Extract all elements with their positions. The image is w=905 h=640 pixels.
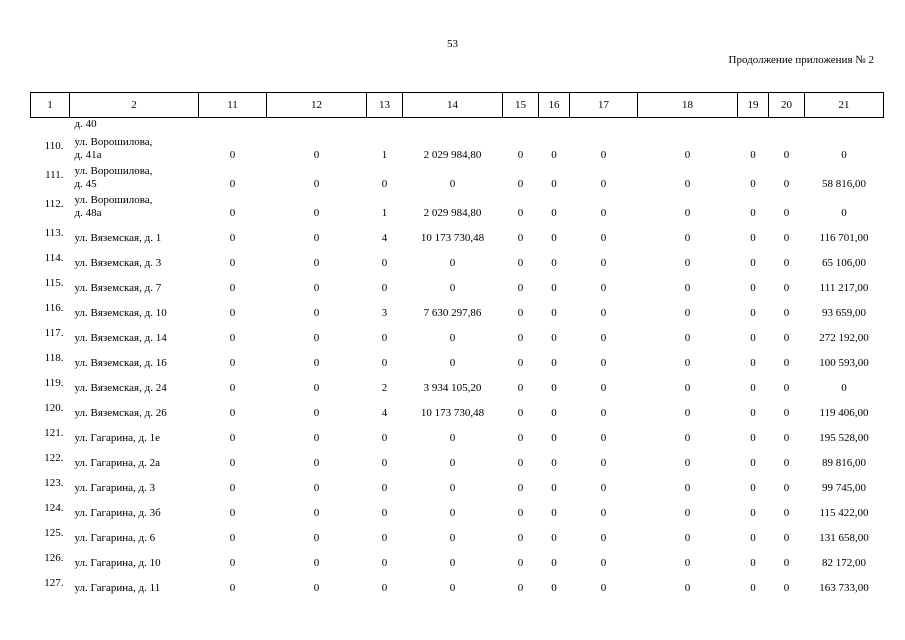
address-line: ул. Вяземская, д. 1 <box>74 231 162 244</box>
table-row <box>31 136 884 165</box>
value-cell: 0 <box>517 381 524 394</box>
value-cell: 0 <box>517 456 524 469</box>
value-cell: 0 <box>600 381 607 394</box>
value-cell: 0 <box>684 256 691 269</box>
value-cell: 0 <box>313 148 320 161</box>
row-number: 126. <box>44 551 64 564</box>
value-cell: 0 <box>517 281 524 294</box>
header-row <box>31 93 884 118</box>
value-cell: 0 <box>684 506 691 519</box>
value-cell: 0 <box>600 456 607 469</box>
address-cell <box>70 423 199 448</box>
address-line: ул. Гагарина, д. 2а <box>74 456 161 469</box>
value-cell: 0 <box>449 556 456 569</box>
value-cell: 0 <box>551 531 557 544</box>
value-cell: 0 <box>750 381 756 394</box>
value-cell: 0 <box>313 381 320 394</box>
value-cell: 0 <box>381 256 388 269</box>
value-cell: 0 <box>313 431 320 444</box>
value-cell: 0 <box>381 281 388 294</box>
row-number: 119. <box>44 376 64 389</box>
row-number: 115. <box>44 276 64 289</box>
value-cell: 0 <box>783 331 790 344</box>
value-cell: 0 <box>600 531 607 544</box>
row-number: 117. <box>44 326 64 339</box>
value-cell: 0 <box>600 506 607 519</box>
table-row <box>31 248 884 273</box>
value-cell: 0 <box>783 356 790 369</box>
value-cell: 0 <box>783 256 790 269</box>
value-cell: 0 <box>313 331 320 344</box>
value-cell: 0 <box>551 431 557 444</box>
value-cell: 0 <box>600 231 607 244</box>
value-cell: 4 <box>381 406 388 419</box>
table-row <box>31 398 884 423</box>
value-cell: 116 701,00 <box>819 231 869 244</box>
value-cell: 0 <box>600 177 607 190</box>
value-cell: 0 <box>551 256 557 269</box>
address-line: ул. Вяземская, д. 24 <box>74 381 167 394</box>
value-cell: 163 733,00 <box>819 581 869 594</box>
address-line: ул. Гагарина, д. 1е <box>74 431 161 444</box>
address-cell <box>70 248 199 273</box>
value-cell: 0 <box>313 256 320 269</box>
value-cell: 0 <box>381 506 388 519</box>
address-cell <box>70 448 199 473</box>
value-cell: 195 528,00 <box>819 431 869 444</box>
row-number: 110. <box>44 139 64 152</box>
table-row <box>31 523 884 548</box>
value-cell: 0 <box>783 148 790 161</box>
value-cell: 0 <box>229 381 236 394</box>
value-cell: 0 <box>600 556 607 569</box>
row-number: 116. <box>44 301 64 314</box>
value-cell: 0 <box>684 556 691 569</box>
value-cell: 0 <box>600 256 607 269</box>
value-cell: 0 <box>313 281 320 294</box>
value-cell: 0 <box>684 431 691 444</box>
address-cell <box>70 373 199 398</box>
value-cell: 0 <box>783 431 790 444</box>
table-row <box>31 298 884 323</box>
value-cell: 0 <box>750 281 756 294</box>
value-cell: 0 <box>381 431 388 444</box>
value-cell: 0 <box>841 148 847 161</box>
value-cell: 111 217,00 <box>819 281 869 294</box>
value-cell: 0 <box>517 148 524 161</box>
value-cell: 0 <box>750 331 756 344</box>
value-cell: 0 <box>600 431 607 444</box>
address-cell <box>70 136 199 165</box>
table-row <box>31 573 884 598</box>
value-cell: 0 <box>783 456 790 469</box>
value-cell: 0 <box>313 306 320 319</box>
value-cell: 99 745,00 <box>822 481 866 494</box>
table-row <box>31 273 884 298</box>
value-cell: 0 <box>783 406 790 419</box>
value-cell: 0 <box>313 581 320 594</box>
address-line: ул. Гагарина, д. 10 <box>74 556 161 569</box>
value-cell: 0 <box>551 148 557 161</box>
value-cell: 0 <box>750 556 756 569</box>
value-cell: 0 <box>684 231 691 244</box>
value-cell: 4 <box>381 231 388 244</box>
continuation-row <box>31 118 884 136</box>
table-row <box>31 348 884 373</box>
value-cell: 0 <box>750 206 756 219</box>
column-header: 20 <box>769 93 805 118</box>
value-cell: 7 630 297,86 <box>423 306 482 319</box>
value-cell: 0 <box>313 206 320 219</box>
value-cell: 0 <box>684 456 691 469</box>
value-cell: 0 <box>750 306 756 319</box>
value-cell: 0 <box>449 281 456 294</box>
address-line: ул. Гагарина, д. 3 <box>74 481 156 494</box>
value-cell: 0 <box>600 406 607 419</box>
value-cell: 0 <box>313 356 320 369</box>
value-cell: 119 406,00 <box>819 406 869 419</box>
value-cell: 65 106,00 <box>822 256 866 269</box>
value-cell: 0 <box>551 456 557 469</box>
address-cell <box>70 323 199 348</box>
value-cell: 0 <box>517 331 524 344</box>
table-row <box>31 473 884 498</box>
value-cell: 0 <box>517 431 524 444</box>
value-cell: 0 <box>684 481 691 494</box>
value-cell: 0 <box>600 356 607 369</box>
value-cell: 0 <box>783 281 790 294</box>
value-cell: 0 <box>551 506 557 519</box>
value-cell: 0 <box>517 556 524 569</box>
value-cell: 0 <box>229 406 236 419</box>
value-cell: 0 <box>381 581 388 594</box>
address-line: ул. Вяземская, д. 14 <box>74 331 167 344</box>
value-cell: 0 <box>381 556 388 569</box>
value-cell: 2 029 984,80 <box>423 206 482 219</box>
page-number: 53 <box>447 38 458 50</box>
column-header: 13 <box>367 93 403 118</box>
address-line: ул. Вяземская, д. 7 <box>74 281 162 294</box>
value-cell: 0 <box>841 206 847 219</box>
value-cell: 0 <box>551 306 557 319</box>
value-cell: 0 <box>783 177 790 190</box>
value-cell: 93 659,00 <box>822 306 866 319</box>
address-line: д. 48а <box>74 206 102 219</box>
value-cell: 0 <box>313 531 320 544</box>
value-cell: 0 <box>449 481 456 494</box>
value-cell: 0 <box>449 456 456 469</box>
row-number: 123. <box>44 476 64 489</box>
value-cell: 0 <box>600 148 607 161</box>
address-line: ул. Вяземская, д. 3 <box>74 256 162 269</box>
column-header: 11 <box>199 93 267 118</box>
column-header: 19 <box>738 93 769 118</box>
value-cell: 0 <box>229 556 236 569</box>
address-cell <box>70 498 199 523</box>
value-cell: 0 <box>313 406 320 419</box>
row-number: 122. <box>44 451 64 464</box>
address-line: ул. Гагарина, д. 11 <box>74 581 161 594</box>
value-cell: 0 <box>600 481 607 494</box>
address-line: ул. Гагарина, д. 3б <box>74 506 161 519</box>
value-cell: 0 <box>750 456 756 469</box>
address-cell <box>70 473 199 498</box>
address-line: д. 41а <box>74 148 102 161</box>
value-cell: 0 <box>750 256 756 269</box>
value-cell: 0 <box>517 406 524 419</box>
row-number: 124. <box>44 501 64 514</box>
value-cell: 0 <box>783 206 790 219</box>
value-cell: 2 029 984,80 <box>423 148 482 161</box>
column-header: 17 <box>570 93 638 118</box>
value-cell: 0 <box>684 581 691 594</box>
value-cell: 0 <box>449 506 456 519</box>
address-line: ул. Вяземская, д. 10 <box>74 306 167 319</box>
value-cell: 0 <box>229 177 236 190</box>
value-cell: 0 <box>229 456 236 469</box>
value-cell: 58 816,00 <box>822 177 866 190</box>
value-cell: 0 <box>313 506 320 519</box>
value-cell: 115 422,00 <box>819 506 869 519</box>
value-cell: 0 <box>750 177 756 190</box>
value-cell: 0 <box>313 231 320 244</box>
value-cell: 0 <box>750 581 756 594</box>
address-cell <box>70 273 199 298</box>
row-number: 111. <box>45 168 64 181</box>
table-row <box>31 223 884 248</box>
value-cell: 0 <box>551 281 557 294</box>
address-cell <box>70 523 199 548</box>
address-cell <box>70 573 199 598</box>
table-row <box>31 498 884 523</box>
value-cell: 0 <box>600 331 607 344</box>
value-cell: 0 <box>783 381 790 394</box>
address-line: ул. Ворошилова, <box>74 193 153 206</box>
value-cell: 89 816,00 <box>822 456 866 469</box>
column-header: 14 <box>403 93 503 118</box>
value-cell: 0 <box>229 531 236 544</box>
row-number: 125. <box>44 526 64 539</box>
value-cell: 0 <box>517 177 524 190</box>
value-cell: 0 <box>381 177 388 190</box>
value-cell: 0 <box>517 531 524 544</box>
row-number: 113. <box>44 226 64 239</box>
value-cell: 2 <box>381 381 388 394</box>
column-header: 15 <box>503 93 539 118</box>
value-cell: 0 <box>313 556 320 569</box>
value-cell: 0 <box>750 506 756 519</box>
value-cell: 0 <box>750 481 756 494</box>
row-number: 127. <box>44 576 64 589</box>
value-cell: 0 <box>783 556 790 569</box>
value-cell: 0 <box>449 256 456 269</box>
address-cell <box>70 223 199 248</box>
value-cell: 0 <box>684 148 691 161</box>
value-cell: 0 <box>449 177 456 190</box>
value-cell: 131 658,00 <box>819 531 869 544</box>
value-cell: 0 <box>684 306 691 319</box>
table-row <box>31 423 884 448</box>
value-cell: 0 <box>449 581 456 594</box>
value-cell: 0 <box>783 506 790 519</box>
value-cell: 272 192,00 <box>819 331 869 344</box>
value-cell: 0 <box>381 356 388 369</box>
value-cell: 0 <box>750 356 756 369</box>
address-line: ул. Ворошилова, <box>74 164 153 177</box>
value-cell: 0 <box>783 231 790 244</box>
appendix-note: Продолжение приложения № 2 <box>728 54 874 66</box>
column-header: 1 <box>31 93 70 118</box>
table-row <box>31 323 884 348</box>
value-cell: 0 <box>684 177 691 190</box>
value-cell: 0 <box>783 306 790 319</box>
row-number: 120. <box>44 401 64 414</box>
address-cell: д. 40 <box>74 118 97 130</box>
value-cell: 0 <box>551 331 557 344</box>
value-cell: 0 <box>229 281 236 294</box>
value-cell: 0 <box>313 177 320 190</box>
value-cell: 0 <box>381 331 388 344</box>
value-cell: 0 <box>841 381 847 394</box>
value-cell: 0 <box>684 406 691 419</box>
value-cell: 0 <box>313 456 320 469</box>
value-cell: 0 <box>684 381 691 394</box>
value-cell: 10 173 730,48 <box>420 406 485 419</box>
value-cell: 0 <box>449 531 456 544</box>
value-cell: 0 <box>783 531 790 544</box>
column-header: 21 <box>805 93 884 118</box>
address-cell <box>70 548 199 573</box>
value-cell: 0 <box>517 206 524 219</box>
value-cell: 0 <box>551 556 557 569</box>
row-number: 121. <box>44 426 64 439</box>
value-cell: 0 <box>551 406 557 419</box>
address-cell <box>70 348 199 373</box>
address-line: ул. Вяземская, д. 16 <box>74 356 167 369</box>
value-cell: 0 <box>600 281 607 294</box>
value-cell: 10 173 730,48 <box>420 231 485 244</box>
value-cell: 0 <box>684 281 691 294</box>
value-cell: 0 <box>229 331 236 344</box>
row-number: 118. <box>44 351 64 364</box>
row-number <box>31 118 70 136</box>
value-cell: 100 593,00 <box>819 356 869 369</box>
address-cell <box>70 298 199 323</box>
row-number: 112. <box>44 197 64 210</box>
table-row <box>31 165 884 194</box>
value-cell: 0 <box>750 531 756 544</box>
address-line: ул. Вяземская, д. 26 <box>74 406 167 419</box>
value-cell: 0 <box>517 481 524 494</box>
column-header: 18 <box>638 93 738 118</box>
value-cell: 0 <box>381 531 388 544</box>
value-cell: 0 <box>229 481 236 494</box>
value-cell: 0 <box>517 306 524 319</box>
table-row <box>31 194 884 223</box>
value-cell: 3 <box>381 306 388 319</box>
value-cell: 0 <box>229 206 236 219</box>
value-cell: 0 <box>783 481 790 494</box>
column-header: 12 <box>267 93 367 118</box>
address-line: д. 45 <box>74 177 97 190</box>
address-cell <box>70 194 199 223</box>
value-cell: 0 <box>551 381 557 394</box>
value-cell: 0 <box>551 356 557 369</box>
address-cell <box>70 165 199 194</box>
value-cell: 0 <box>600 206 607 219</box>
data-table <box>30 92 884 598</box>
value-cell: 0 <box>229 256 236 269</box>
value-cell: 1 <box>381 148 388 161</box>
value-cell: 0 <box>551 206 557 219</box>
value-cell: 0 <box>684 356 691 369</box>
value-cell: 1 <box>381 206 388 219</box>
value-cell: 0 <box>229 431 236 444</box>
value-cell: 0 <box>517 231 524 244</box>
value-cell: 0 <box>517 581 524 594</box>
value-cell: 0 <box>684 331 691 344</box>
value-cell: 0 <box>551 231 557 244</box>
value-cell: 0 <box>684 531 691 544</box>
value-cell: 0 <box>381 456 388 469</box>
column-header: 16 <box>539 93 570 118</box>
row-number: 114. <box>44 251 64 264</box>
value-cell: 0 <box>517 356 524 369</box>
value-cell: 0 <box>449 356 456 369</box>
value-cell: 0 <box>551 581 557 594</box>
value-cell: 0 <box>229 306 236 319</box>
address-line: ул. Гагарина, д. 6 <box>74 531 156 544</box>
value-cell: 0 <box>684 206 691 219</box>
value-cell: 0 <box>750 406 756 419</box>
address-cell <box>70 398 199 423</box>
value-cell: 0 <box>449 431 456 444</box>
value-cell: 0 <box>783 581 790 594</box>
value-cell: 0 <box>381 481 388 494</box>
value-cell: 3 934 105,20 <box>423 381 482 394</box>
value-cell: 0 <box>229 506 236 519</box>
column-header: 2 <box>70 93 199 118</box>
value-cell: 0 <box>517 256 524 269</box>
value-cell: 0 <box>449 331 456 344</box>
table-row <box>31 548 884 573</box>
value-cell: 0 <box>600 581 607 594</box>
value-cell: 0 <box>229 148 236 161</box>
value-cell: 0 <box>551 177 557 190</box>
table-row <box>31 373 884 398</box>
table-row <box>31 448 884 473</box>
value-cell: 0 <box>750 431 756 444</box>
value-cell: 0 <box>750 148 756 161</box>
value-cell: 0 <box>750 231 756 244</box>
value-cell: 82 172,00 <box>822 556 866 569</box>
value-cell: 0 <box>600 306 607 319</box>
value-cell: 0 <box>313 481 320 494</box>
value-cell: 0 <box>517 506 524 519</box>
value-cell: 0 <box>551 481 557 494</box>
value-cell: 0 <box>229 581 236 594</box>
address-line: ул. Ворошилова, <box>74 135 153 148</box>
value-cell: 0 <box>229 231 236 244</box>
value-cell: 0 <box>229 356 236 369</box>
